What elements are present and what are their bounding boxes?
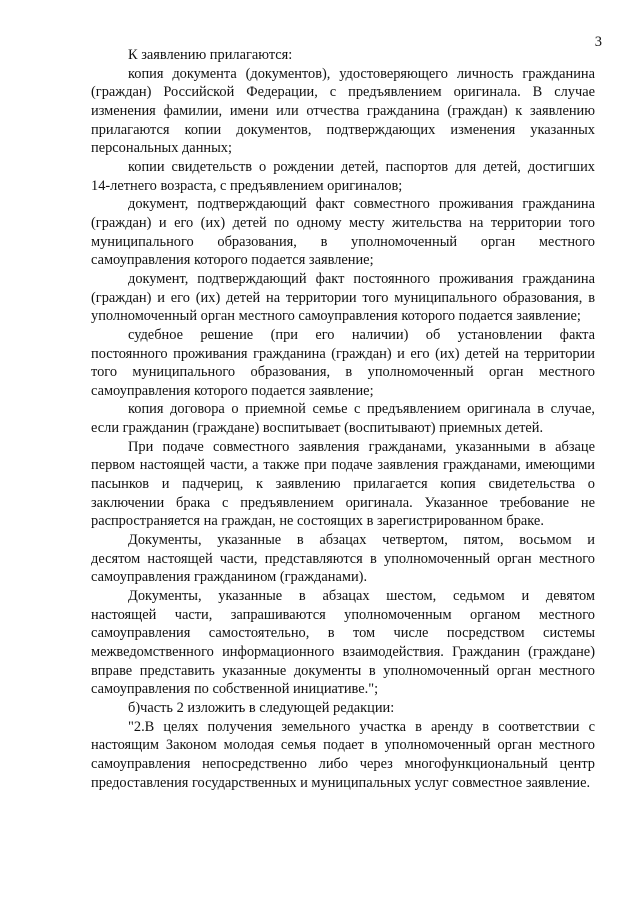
paragraph-first-line: "2.В целях получения земельного участка в аренду в соответствии с	[128, 718, 595, 735]
document-body	[91, 46, 595, 792]
paragraph-first-line: б)часть 2 изложить в следующей редакции:	[128, 699, 395, 716]
paragraph-first-line: документ, подтверждающий факт постоянного проживания гражданина	[128, 270, 595, 287]
paragraph-documents-requested	[91, 587, 595, 699]
paragraph-first-line: копия договора о приемной семье с предъявлением оригинала в случае,	[128, 401, 595, 418]
paragraph-amendment-part-2	[91, 699, 595, 718]
page-number: 3	[594, 34, 602, 50]
paragraph-text: десятом настоящей части, представляются в уполномоченный орган местного самоуправления гражданином (гражданами).	[91, 550, 595, 586]
paragraph-foster-contract	[91, 400, 595, 437]
paragraph-first-line: копии свидетельств о рождении детей, паспортов для детей, достигших	[128, 158, 595, 175]
paragraph-first-line: судебное решение (при его наличии) об установлении факта	[128, 326, 595, 343]
paragraph-text: настоящей части, запрашиваются уполномоченным органом местного самоуправления самостоятельно, в том числе посредством системы межведомственного информационного взаимодействия. Гражданин (граждане) вправе представить указанные документы в уполномоченный орган местного самоуправления по собственной инициативе.";	[91, 606, 595, 698]
paragraph-text: если гражданин (граждане) воспитывает (воспитывают) приемных детей.	[91, 420, 544, 437]
paragraph-first-line: При подаче совместного заявления гражданами, указанными в абзаце	[128, 438, 595, 455]
paragraph-birth-certificates	[91, 158, 595, 195]
paragraph-joint-application	[91, 438, 595, 531]
paragraph-text: постоянного проживания гражданина (граждан) и его (их) детей на территории того муниципального образования, в уполномоченный орган местного самоуправления которого подается заявление;	[91, 345, 595, 399]
paragraph-text: 14-летнего возраста, с предъявлением оригиналов;	[91, 177, 403, 194]
paragraph-first-line: Документы, указанные в абзацах шестом, седьмом и девятом	[128, 588, 595, 605]
paragraph-text: первом настоящей части, а также при подаче заявления гражданами, имеющими пасынков и падчериц, к заявлению прилагается копия свидетельства о заключении брака с предъявлением оригинала. Указанное требование не распространяется на граждан, не состоящих в зарегистрированном браке.	[91, 457, 595, 530]
paragraph-documents-submitted	[91, 531, 595, 587]
paragraph-text: (граждан) и его (их) детей по одному месту жительства на территории того муниципального образования, в уполномоченный орган местного самоуправления которого подается заявление;	[91, 214, 595, 269]
paragraph-joint-residence	[91, 195, 595, 270]
paragraph-permanent-residence	[91, 270, 595, 326]
paragraph-court-decision	[91, 326, 595, 401]
paragraph-first-line: Документы, указанные в абзацах четвертом, пятом, восьмом и	[128, 532, 595, 549]
paragraph-attachments-heading	[91, 46, 595, 65]
paragraph-first-line: копия документа (документов), удостоверяющего личность гражданина	[128, 65, 595, 82]
paragraph-land-lease	[91, 718, 595, 793]
paragraph-text: (граждан) и его (их) детей на территории того муниципального образования, в уполномоченный орган местного самоуправления которого подается заявление;	[91, 289, 595, 325]
paragraph-text: (граждан) Российской Федерации, с предъявлением оригинала. В случае изменения фамилии, имени или отчества гражданина (граждан) к заявлению прилагаются копии документов, подтверждающих изменения указанных персональных данных;	[91, 84, 595, 157]
paragraph-identity-document	[91, 65, 595, 158]
paragraph-text: настоящим Законом молодая семья подает в уполномоченный орган местного самоуправления непосредственно либо через многофункциональный центр предоставления государственных и муниципальных услуг совместное заявление.	[91, 737, 595, 791]
paragraph-first-line: документ, подтверждающий факт совместного проживания гражданина	[128, 196, 595, 213]
paragraph-first-line: К заявлению прилагаются:	[128, 47, 293, 63]
